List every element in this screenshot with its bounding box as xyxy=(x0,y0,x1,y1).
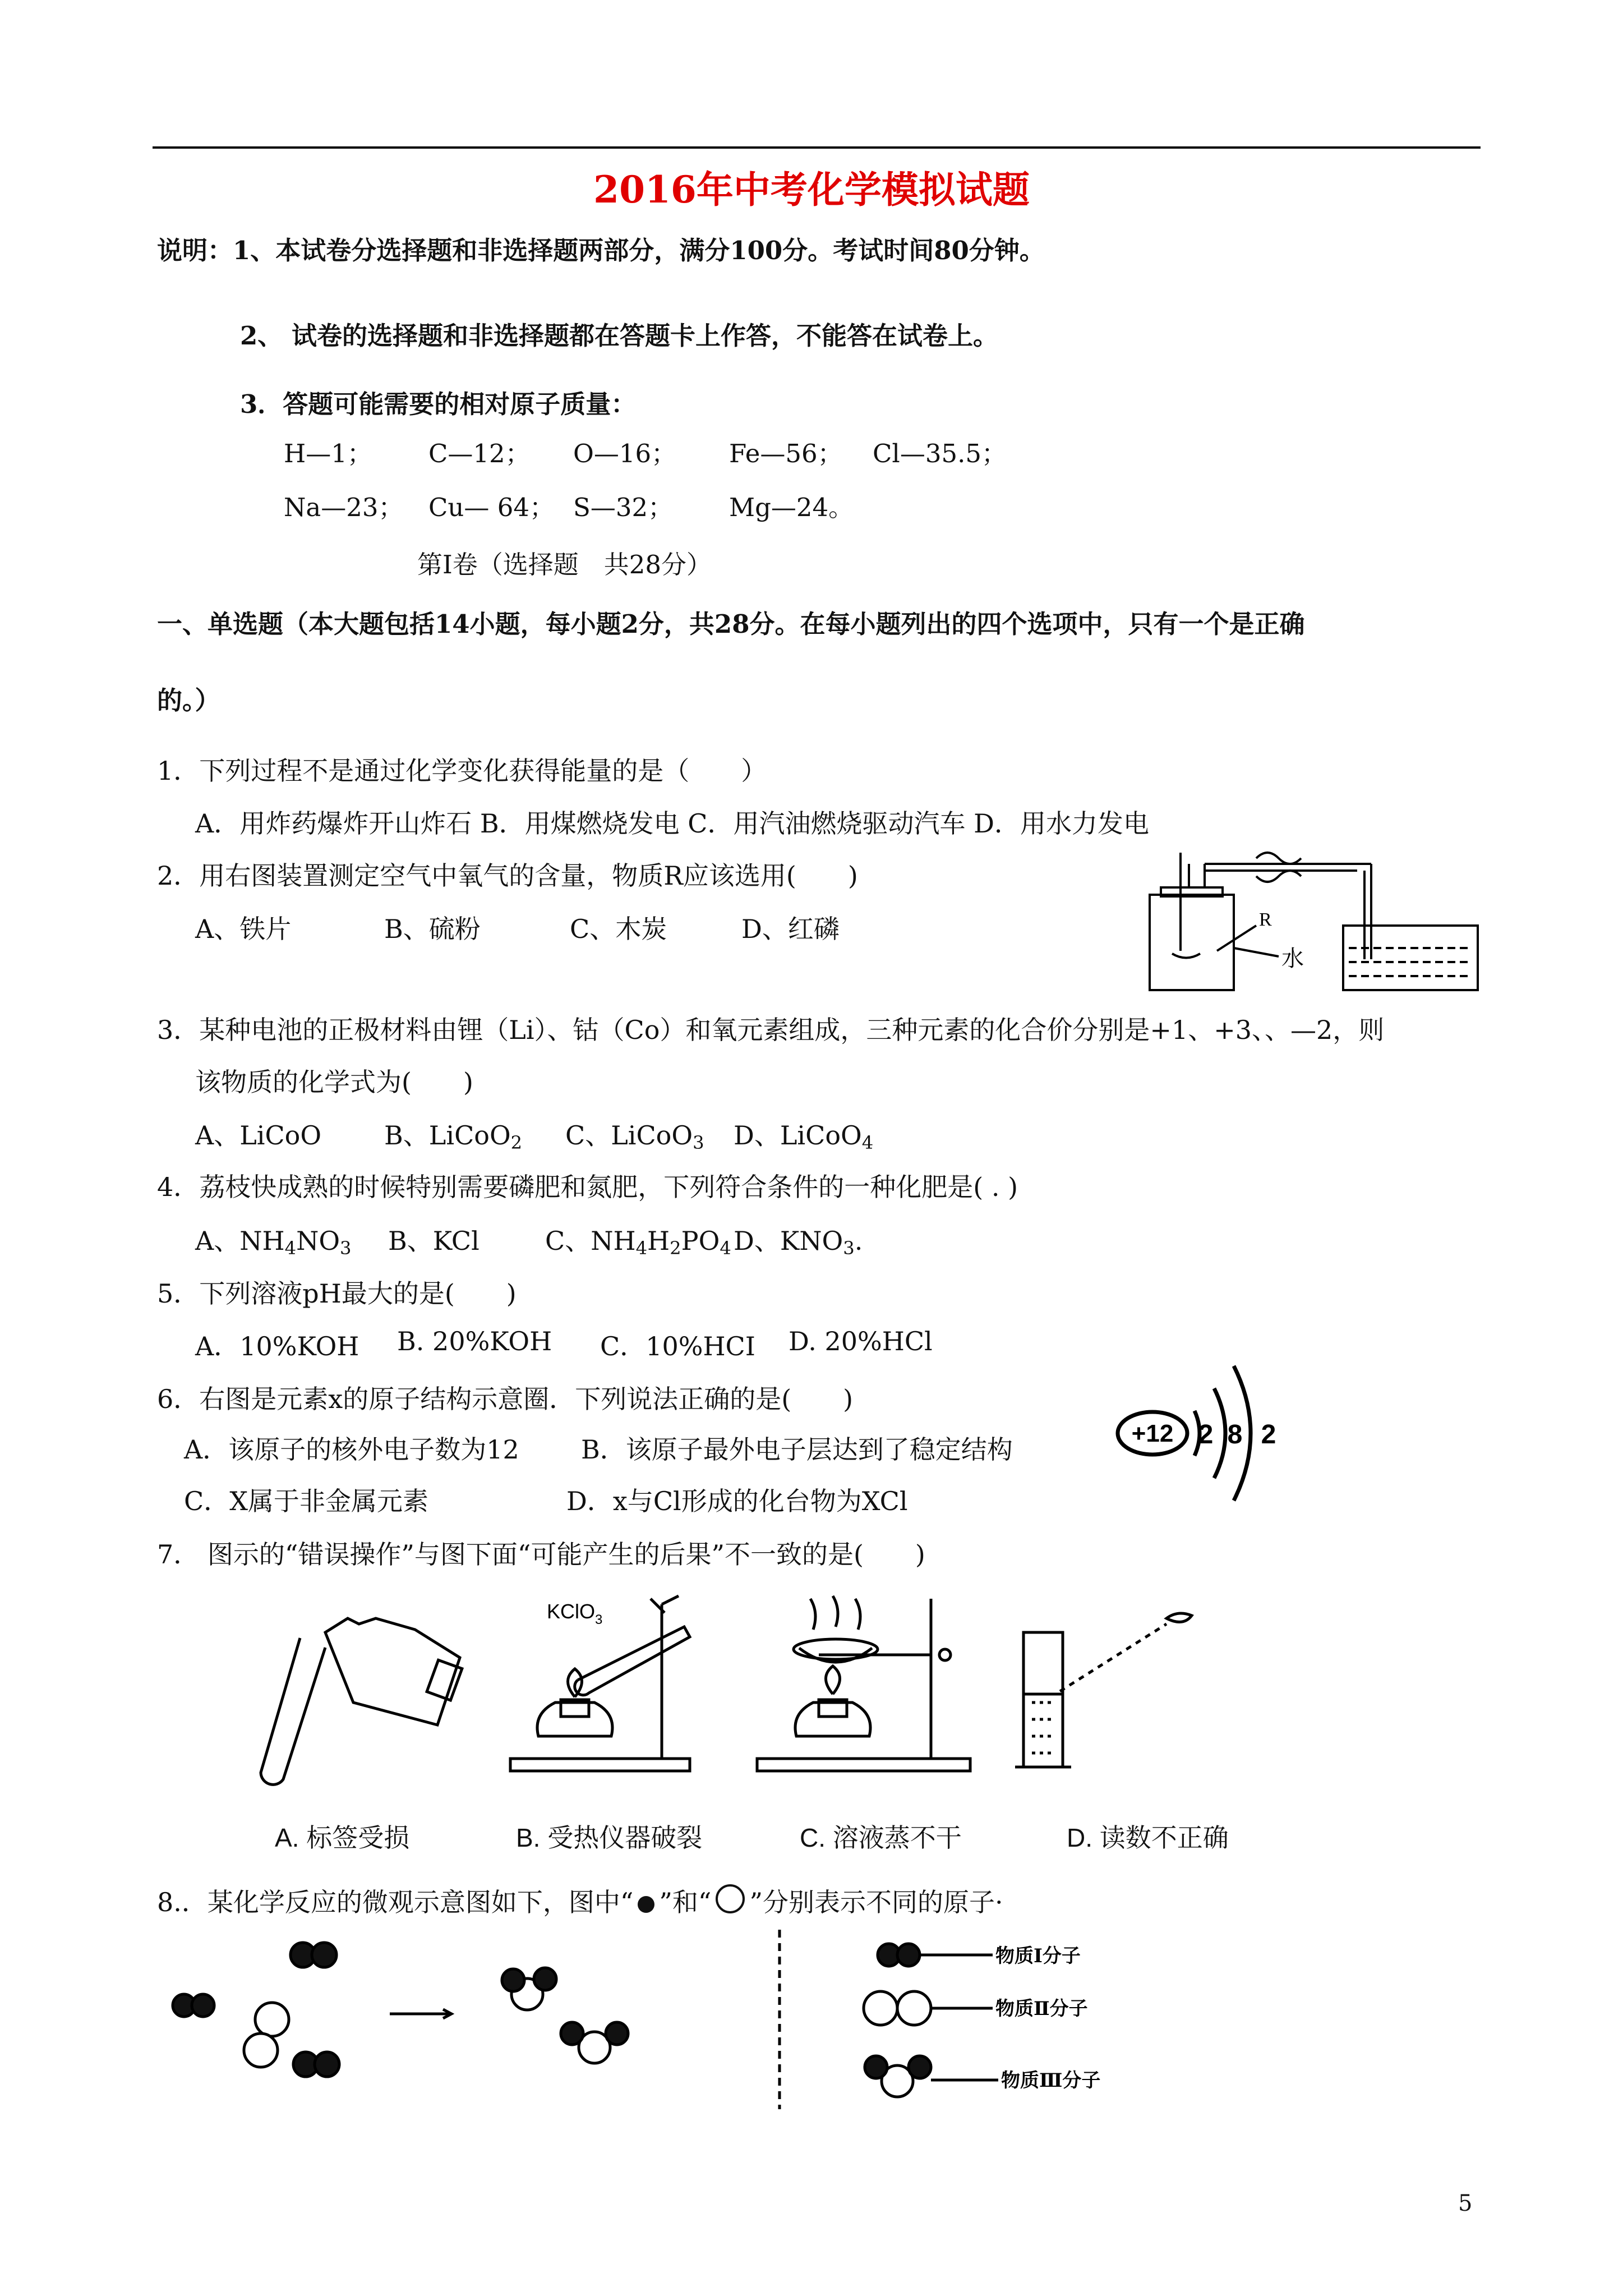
q4-stem: 4．荔枝快成熟的时候特别需要磷肥和氮肥，下列符合条件的一种化肥是( . ) xyxy=(157,1172,1018,1202)
q1-options: A．用炸药爆炸开山炸石 B．用煤燃烧发电 C．用汽油燃烧驱动汽车 D．用水力发电 xyxy=(195,808,1149,839)
q8-stem-part-2: ”和“ xyxy=(659,1887,712,1917)
q3-option-b xyxy=(384,1115,522,1153)
legend-substance-2: 物质Ⅱ分子 xyxy=(995,1998,1088,2020)
q8-stem xyxy=(157,1882,1003,1919)
section-heading-line-2: 的。） xyxy=(157,685,220,715)
caption-b: B. 受热仪器破裂 xyxy=(516,1823,703,1852)
q5-stem: 5．下列溶液pH最大的是( ) xyxy=(157,1278,517,1309)
q4-option-a xyxy=(195,1221,352,1259)
q3-stem-line-2: 该物质的化学式为( ) xyxy=(195,1067,473,1097)
mass-o: O—16； xyxy=(573,439,677,468)
q4-a-s2: 3 xyxy=(340,1237,352,1259)
pouring-illustration xyxy=(261,1618,462,1784)
apparatus-label-water: 水 xyxy=(1281,946,1304,971)
shell-1-electrons: 2 xyxy=(1198,1420,1214,1450)
q3-option-c-text: C、LiCoO xyxy=(565,1120,693,1151)
mass-h: H—1； xyxy=(284,439,372,468)
lab-operations-figure xyxy=(247,1582,1312,1840)
q3-option-b-text: B、LiCoO xyxy=(384,1120,511,1151)
mass-cu: Cu— 64； xyxy=(428,493,555,522)
q3-option-d-text: D、LiCoO xyxy=(734,1120,862,1151)
q4-c-p1: C、NH xyxy=(545,1226,636,1256)
top-rule xyxy=(153,146,1481,149)
note-1: 说明：1、本试卷分选择题和非选择题两部分，满分100分。考试时间80分钟。 xyxy=(157,236,1045,265)
section-heading-line-1: 一、单选题（本大题包括14小题，每小题2分，共28分。在每小题列出的四个选项中，只有一个是正确 xyxy=(157,609,1305,639)
q5-option-b: B. 20%KOH xyxy=(397,1326,552,1356)
filled-atom-icon xyxy=(638,1896,654,1913)
note-3: 3．答题可能需要的相对原子质量： xyxy=(240,389,637,419)
reaction-micro-diagram xyxy=(168,1930,1234,2120)
q6-option-a: A．该原子的核外电子数为12 xyxy=(184,1434,519,1465)
q6-option-b: B．该原子最外电子层达到了稳定结构 xyxy=(581,1434,1013,1465)
q3-option-c-subscript: 3 xyxy=(693,1132,704,1154)
page-number: 5 xyxy=(1458,2191,1473,2216)
mass-cl: Cl—35.5； xyxy=(873,439,1007,468)
legend-substance-1: 物质Ⅰ分子 xyxy=(995,1945,1081,1967)
q7-stem: 7． 图示的“错误操作”与图下面“可能产生的后果”不一致的是( ) xyxy=(157,1539,925,1570)
mass-fe: Fe—56； xyxy=(729,439,843,468)
q3-option-b-subscript: 2 xyxy=(510,1132,523,1154)
q2-option-c: C、木炭 xyxy=(570,914,667,944)
q4-d-s1: 3 xyxy=(843,1237,855,1259)
q3-option-d xyxy=(734,1115,873,1153)
q4-d-p1: D、KNO xyxy=(734,1226,843,1256)
caption-a: A. 标签受损 xyxy=(275,1823,410,1852)
q4-c-s2: 2 xyxy=(670,1237,681,1259)
oxygen-apparatus-figure xyxy=(1138,841,1486,993)
q3-option-a-text: A、LiCoO xyxy=(195,1120,322,1151)
q2-option-d: D、红磷 xyxy=(741,914,840,944)
q3-option-c xyxy=(565,1115,704,1153)
q4-a-p1: A、NH xyxy=(195,1226,285,1256)
q4-c-p2: H xyxy=(647,1226,670,1256)
q4-a-p2: NO xyxy=(296,1226,340,1256)
kclo3-label: KClO$_3$ xyxy=(547,1600,603,1627)
q4-option-d xyxy=(734,1221,863,1259)
hollow-atom-icon xyxy=(716,1884,745,1913)
caption-d: D. 读数不正确 xyxy=(1067,1823,1229,1852)
caption-c: C. 溶液蒸不干 xyxy=(800,1823,962,1852)
q4-d-p2: . xyxy=(854,1226,863,1256)
q5-option-c: C．10%HCI xyxy=(600,1331,755,1361)
q8-stem-part-1: 8.．某化学反应的微观示意图如下，图中“ xyxy=(157,1887,634,1917)
q4-option-b: B、KCl xyxy=(388,1226,479,1256)
q4-c-p3: PO xyxy=(681,1226,720,1256)
atom-nucleus-charge: +12 xyxy=(1131,1420,1174,1447)
volume-title: 第Ⅰ卷（选择题 共28分） xyxy=(417,550,712,579)
q8-stem-part-3: ”分别表示不同的原子· xyxy=(749,1887,1003,1917)
q2-stem: 2．用右图装置测定空气中氧气的含量，物质R应该选用( ) xyxy=(157,861,858,891)
q3-option-a xyxy=(195,1115,321,1152)
q3-stem-line-1: 3．某种电池的正极材料由锂（Li）、钴（Co）和氧元素组成，三种元素的化合价分别是+1、+3、、—2，则 xyxy=(157,1015,1385,1045)
q4-c-s3: 4 xyxy=(720,1237,731,1259)
apparatus-label-r: R xyxy=(1259,909,1272,930)
q2-option-b: B、硫粉 xyxy=(384,914,481,944)
mass-na: Na—23； xyxy=(284,493,404,522)
q4-option-c xyxy=(545,1221,731,1259)
legend-substance-3: 物质Ⅲ分子 xyxy=(1001,2069,1101,2092)
note-2: 2、 试卷的选择题和非选择题都在答题卡上作答，不能答在试卷上。 xyxy=(240,321,998,351)
graduated-cylinder-illustration xyxy=(1015,1613,1192,1767)
mass-c: C—12； xyxy=(428,439,531,468)
mass-mg: Mg—24。 xyxy=(729,493,854,522)
q6-option-c: C．X属于非金属元素 xyxy=(184,1486,428,1516)
shell-2-electrons: 8 xyxy=(1227,1420,1243,1450)
q5-option-d: D. 20%HCl xyxy=(789,1326,933,1356)
q2-option-a: A、铁片 xyxy=(195,914,292,944)
q1-stem: 1．下列过程不是通过化学变化获得能量的是（ ） xyxy=(157,756,767,786)
evaporating-dish-illustration xyxy=(757,1596,970,1771)
atomic-structure-diagram xyxy=(1110,1355,1301,1512)
q6-option-d: D．x与Cl形成的化台物为XCl xyxy=(566,1486,908,1516)
q4-c-s1: 4 xyxy=(635,1237,648,1259)
page-title: 2016年中考化学模拟试题 xyxy=(593,168,1030,211)
q3-option-d-subscript: 4 xyxy=(861,1132,874,1154)
q6-stem: 6．右图是元素x的原子结构示意圈．下列说法正确的是( ) xyxy=(157,1384,854,1414)
q4-a-s1: 4 xyxy=(284,1237,297,1259)
mass-s: S—32； xyxy=(573,493,674,522)
shell-3-electrons: 2 xyxy=(1261,1420,1276,1450)
q5-option-a: A．10%KOH xyxy=(195,1331,359,1361)
